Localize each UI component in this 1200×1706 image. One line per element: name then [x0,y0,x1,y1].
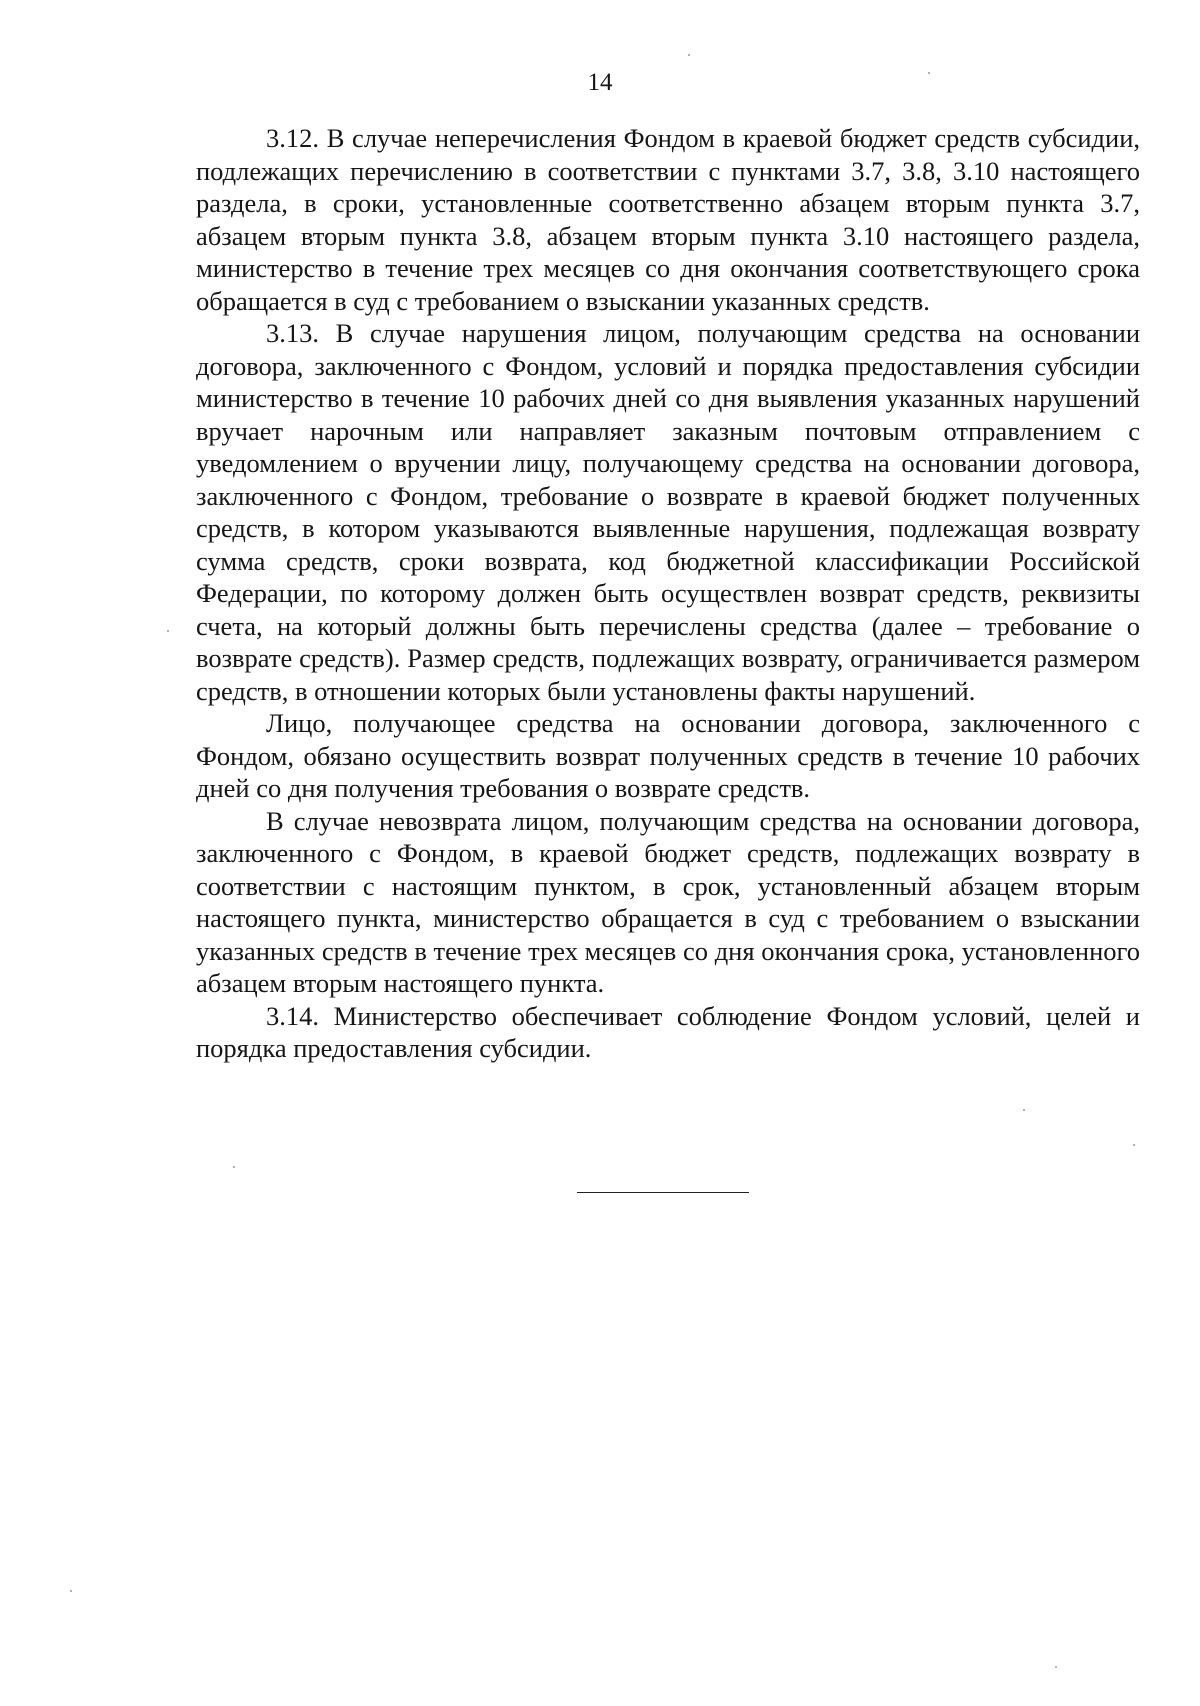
paragraph-3-13-non-return: В случае невозврата лицом, получающим средства на основании договора, заключенного с Фондом, в краевой бюджет средств, подлежащих возврату в соответствии с настоящим пунктом, в срок, установленный абзацем вторым настоящего пункта, министерство обращается в суд с требованием о взыскании указанных средств в течение трех месяцев со дня окончания срока, установленного абзацем вторым настоящего пункта. [196,805,1140,998]
document-body [196,122,1140,1065]
paragraph-3-12: 3.12. В случае неперечисления Фондом в краевой бюджет средств субсидии, подлежащих перечислению в соответствии с пунктами 3.7, 3.8, 3.10 настоящего раздела, в сроки, установленные соответственно абзацем вторым пункта 3.7, абзацем вторым пункта 3.8, абзацем вторым пункта 3.10 настоящего раздела, министерство в течение трех месяцев со дня окончания соответствующего срока обращается в суд с требованием о взыскании указанных средств. [196,123,1140,316]
scan-speck [233,1166,235,1168]
page-number: 14 [587,69,613,96]
paragraph-3-13: 3.13. В случае нарушения лицом, получающим средства на основании договора, заключенного с Фондом, условий и порядка предоставления субсидии министерство в течение 10 рабочих дней со дня выявления указанных нарушений вручает нарочным или направляет заказным почтовым отправлением с уведомлением о вручении лицу, получающему средства на основании договора, заключенного с Фондом, требование о возврате в краевой бюджет полученных средств, в котором указываются выявленные нарушения, подлежащая возврату сумма средств, сроки возврата, код бюджетной классификации Российской Федерации, по которому должен быть осуществлен возврат средств, реквизиты счета, на который должны быть перечислены средства (далее – требование о возврате средств). Размер средств, подлежащих возврату, ограничивается размером средств, в отношении которых были установлены факты нарушений. [196,318,1140,706]
scan-speck [70,1590,72,1592]
end-of-document-rule [577,1192,749,1193]
scan-speck [1023,1109,1025,1111]
paragraph-3-14: 3.14. Министерство обеспечивает соблюдение Фондом условий, целей и порядка предоставления субсидии. [196,1000,1140,1063]
scan-speck [167,630,169,632]
scan-speck [928,72,930,74]
scan-speck [1055,1666,1057,1668]
paragraph-3-13-return-obligation: Лицо, получающее средства на основании договора, заключенного с Фондом, обязано осуществить возврат полученных средств в течение 10 рабочих дней со дня получения требования о возврате средств. [196,708,1140,803]
scan-speck [1133,1144,1135,1146]
scan-speck [688,54,690,56]
